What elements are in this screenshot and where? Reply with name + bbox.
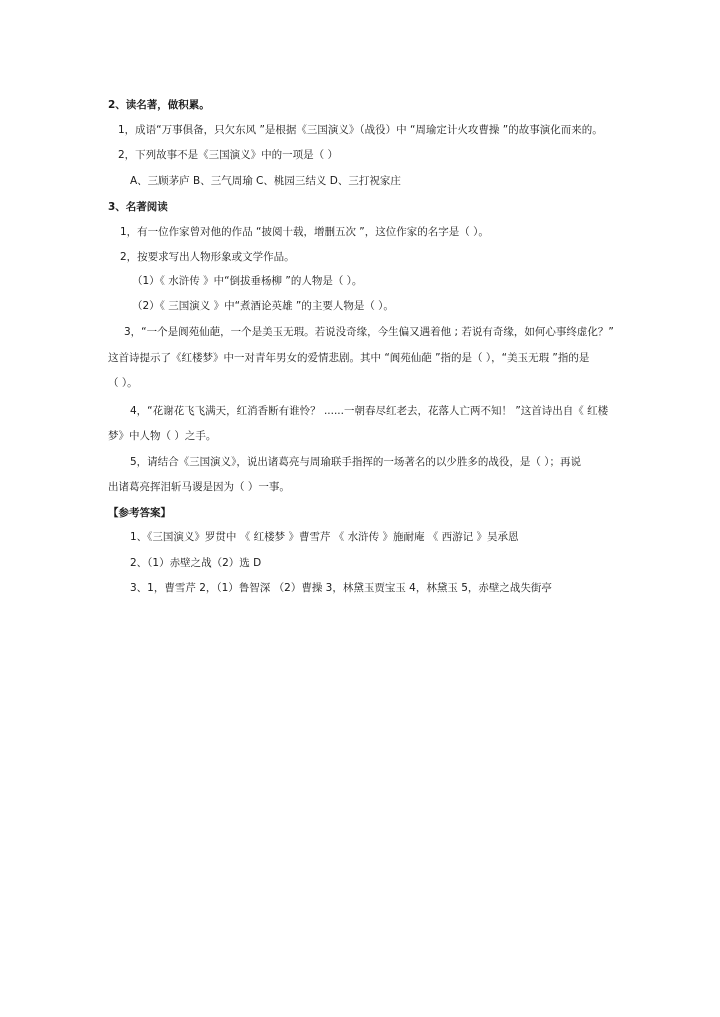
section-3-question-3-line-2: 这首诗提示了《红楼梦》中一对青年男女的爱情悲剧。其中 “阆苑仙葩 ”指的是（ ），“美玉无瑕 ”指的是 bbox=[108, 352, 590, 364]
section-3-heading: 3、名著阅读 bbox=[108, 201, 168, 213]
section-3-question-3-line-1: 3，“一个是阆苑仙葩，一个是美玉无瑕。若说没奇缘，今生偏又遇着他 ; 若说有奇缘，如何心事终虚化？” bbox=[124, 326, 614, 338]
section-3-question-5-line-2: 出诸葛亮挥泪斩马谡是因为（ ）一事。 bbox=[108, 481, 290, 493]
section-2-question-2: 2，下列故事不是《三国演义》中的一项是（ ） bbox=[118, 149, 339, 161]
section-3-question-2b: （2）《 三国演义 》中“煮酒论英雄 ”的主要人物是（ ）。 bbox=[132, 300, 394, 312]
answer-1: 1、《三国演义》罗贯中 《 红楼梦 》曹雪芹 《 水浒传 》施耐庵 《 西游记 》吴承恩 bbox=[130, 531, 519, 543]
section-3-question-2: 2，按要求写出人物形象或文学作品。 bbox=[120, 251, 295, 263]
section-3-question-4-line-2: 梦》中人物（ ）之手。 bbox=[108, 430, 217, 442]
section-3-question-3-line-3: （ ）。 bbox=[108, 377, 138, 389]
section-2-heading: 2、读名著，做积累。 bbox=[108, 99, 210, 111]
section-2-question-2-options: A、三顾茅庐 B、三气周瑜 C、桃园三结义 D、三打祝家庄 bbox=[130, 175, 401, 187]
section-3-question-2a: （1）《 水浒传 》中“倒拔垂杨柳 ”的人物是（ ）。 bbox=[132, 275, 363, 287]
section-3-question-5-line-1: 5，请结合《三国演义》，说出诸葛亮与周瑜联手指挥的一场著名的以少胜多的战役，是（ ）；再说 bbox=[130, 456, 582, 468]
section-3-question-4-line-1: 4，“花谢花飞飞满天，红消香断有谁怜？ ......一朝春尽红老去，花落人亡两不知！ ”这首诗出自《 红楼 bbox=[130, 405, 609, 417]
answer-3: 3、1，曹雪芹 2，（1）鲁智深 （2）曹操 3，林黛玉贾宝玉 4，林黛玉 5，赤壁之战失街亭 bbox=[130, 582, 552, 594]
answers-heading: 【参考答案】 bbox=[108, 507, 171, 519]
section-3-question-1: 1，有一位作家曾对他的作品 “披阅十载，增删五次 ”，这位作家的名字是（ ）。 bbox=[120, 226, 489, 238]
answer-2: 2、（1）赤壁之战（2）选 D bbox=[130, 557, 262, 569]
section-2-question-1: 1，成语“万事俱备，只欠东风 ”是根据《三国演义》（战役）中 “周瑜定计火攻曹操 ”的故事演化而来的。 bbox=[118, 124, 603, 136]
